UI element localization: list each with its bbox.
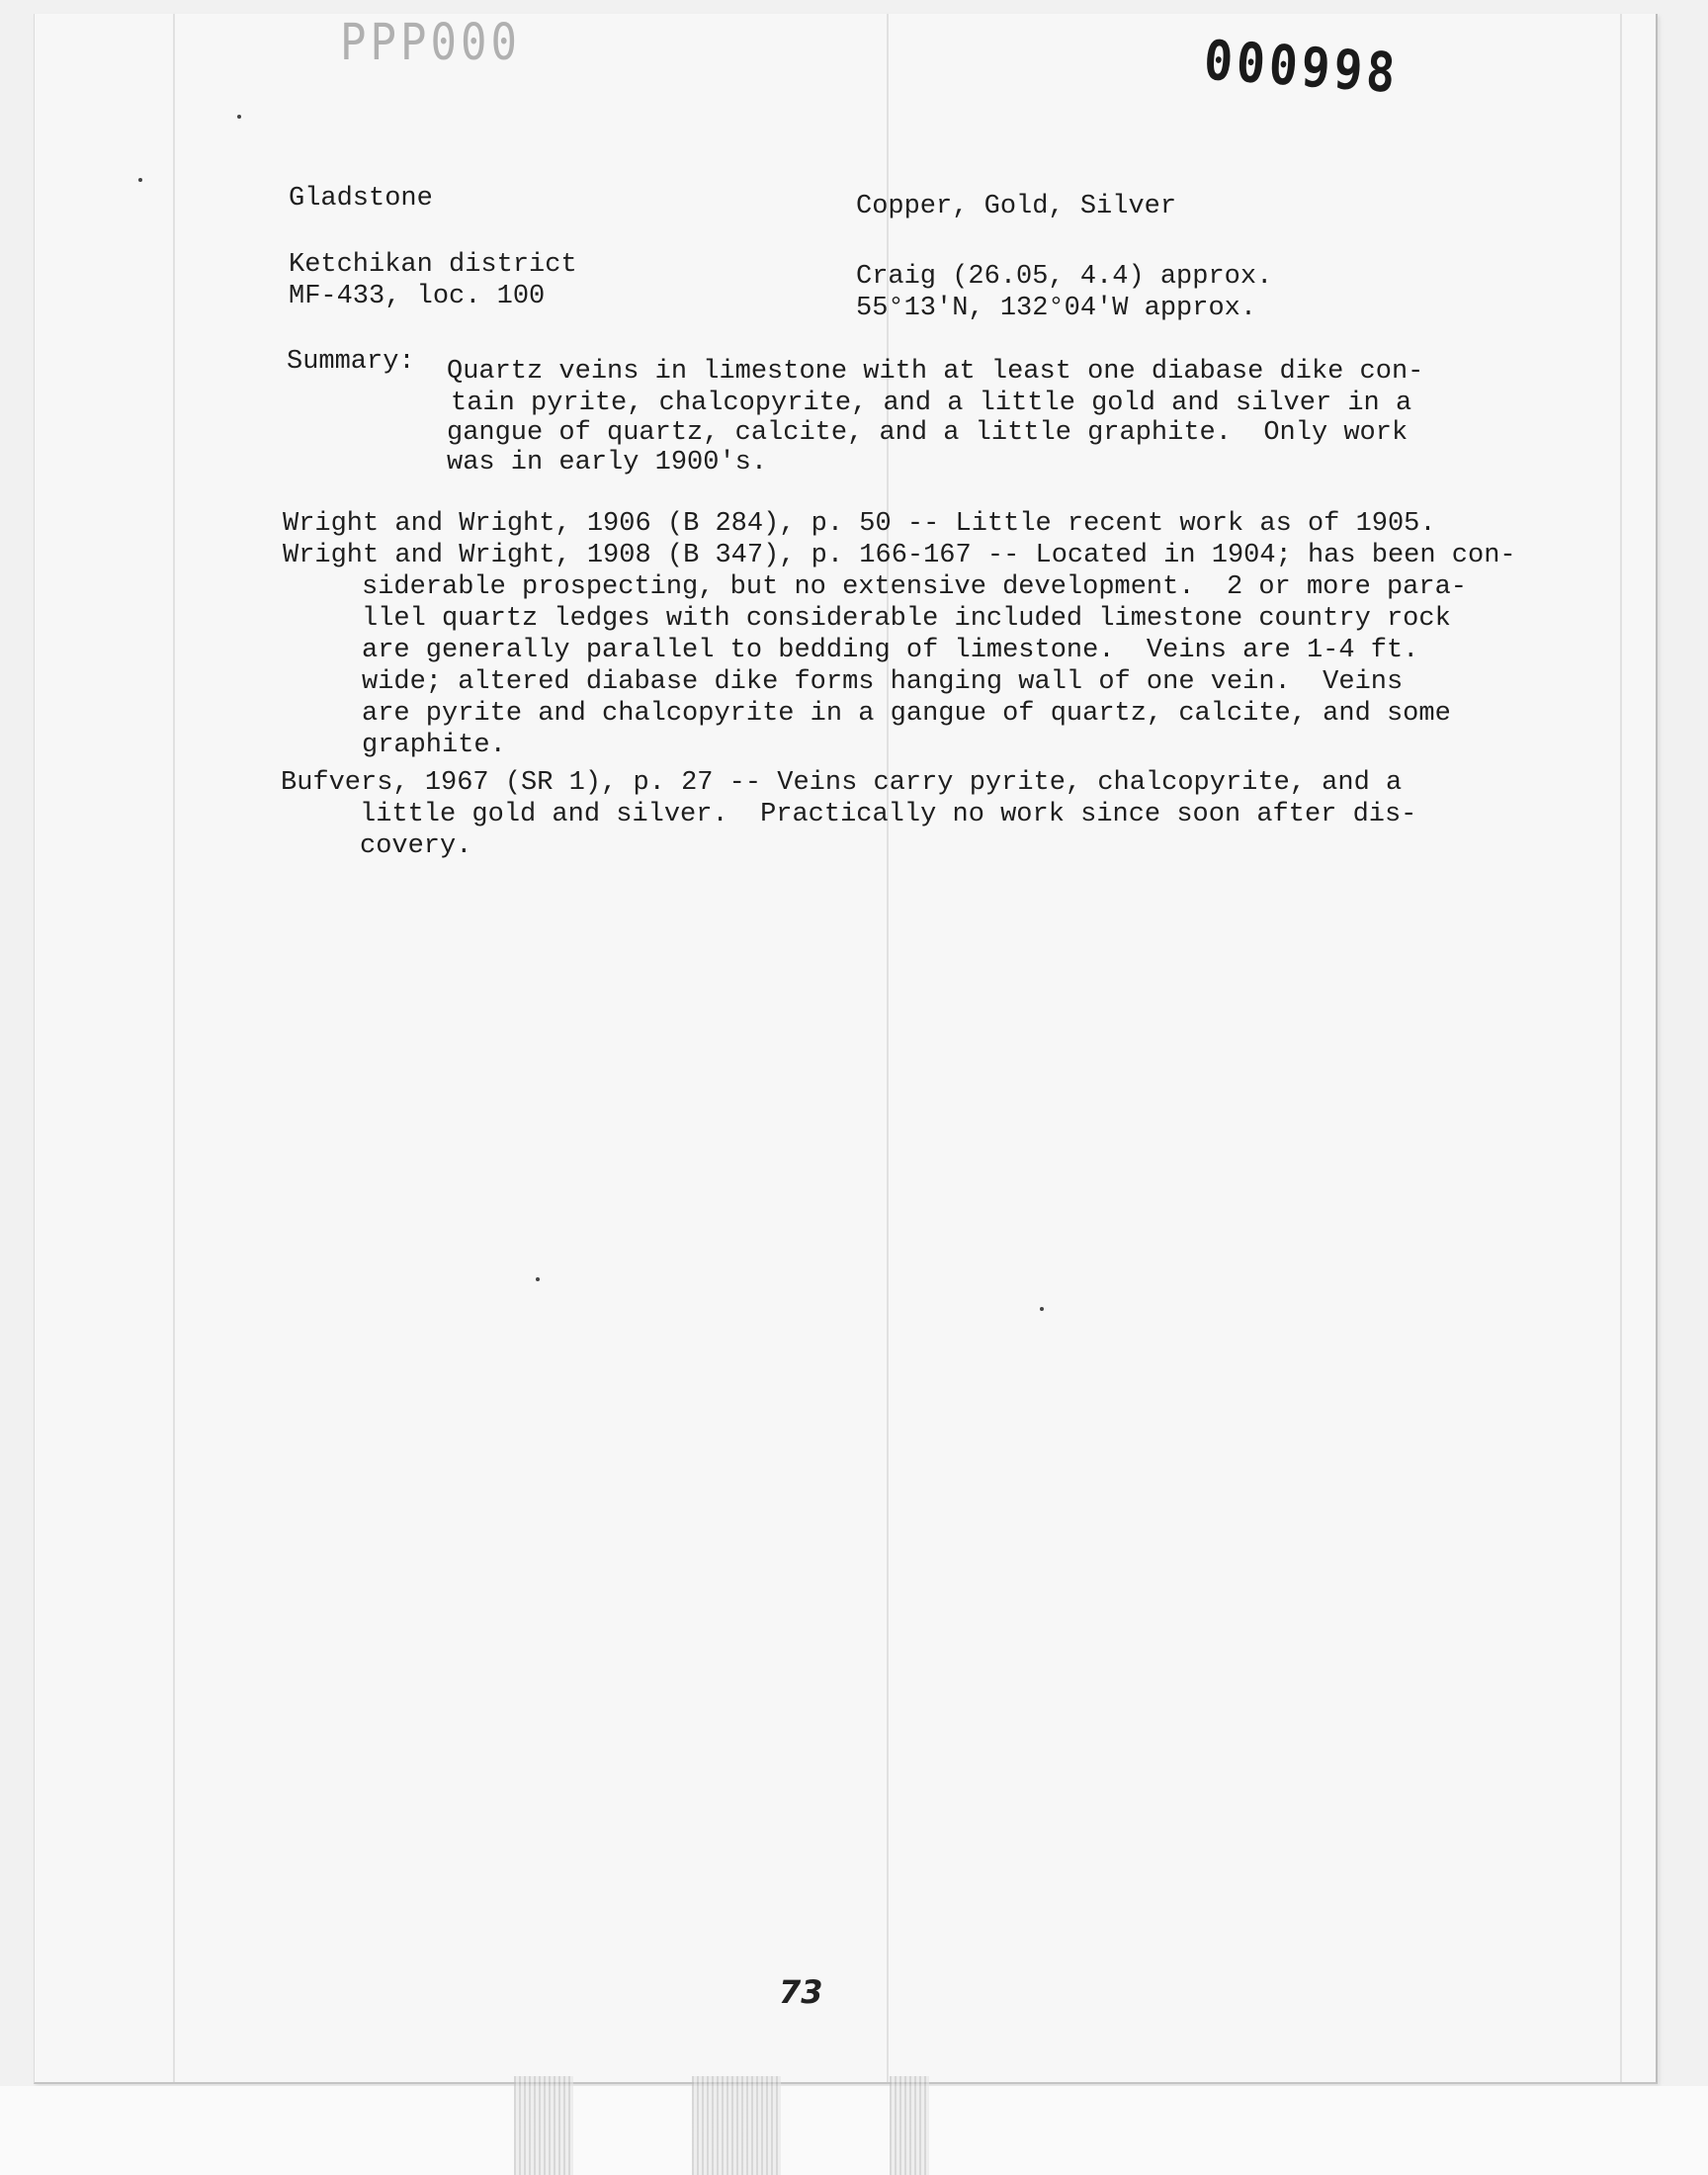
reference-line: wide; altered diabase dike forms hanging wall of one vein. Veins <box>362 667 1404 697</box>
scan-speck <box>237 115 241 119</box>
map-reference: MF-433, loc. 100 <box>289 282 546 311</box>
reference-line: covery. <box>360 831 472 861</box>
scan-artifact <box>890 2076 929 2175</box>
reference-line: siderable prospecting, but no extensive development. 2 or more para- <box>362 572 1467 602</box>
district: Ketchikan district <box>289 250 577 280</box>
scan-speck <box>138 178 142 182</box>
faint-stamp-number: PPP000 <box>340 14 521 72</box>
scan-bottom-margin <box>0 2086 1708 2175</box>
reference-line: Wright and Wright, 1906 (B 284), p. 50 -- Little recent work as of 1905. <box>283 509 1436 539</box>
scan-artifact <box>692 2076 781 2175</box>
reference-line: are pyrite and chalcopyrite in a gangue of quartz, calcite, and some <box>362 699 1451 729</box>
quadrangle-location: Craig (26.05, 4.4) approx. <box>856 262 1273 292</box>
summary-line: was in early 1900's. <box>447 448 768 478</box>
reference-line: are generally parallel to bedding of limestone. Veins are 1-4 ft. <box>362 636 1419 665</box>
reference-line: graphite. <box>362 731 506 760</box>
summary-line: Quartz veins in limestone with at least one diabase dike con- <box>447 357 1424 387</box>
document-number-stamp: 000998 <box>1201 28 1402 107</box>
summary-label: Summary: <box>287 347 415 377</box>
reference-line: little gold and silver. Practically no work since soon after dis- <box>360 800 1417 829</box>
deposit-name: Gladstone <box>289 184 433 214</box>
reference-line: Bufvers, 1967 (SR 1), p. 27 -- Veins carry pyrite, chalcopyrite, and a <box>281 768 1403 798</box>
summary-line: tain pyrite, chalcopyrite, and a little gold and silver in a <box>451 389 1412 418</box>
scan-speck <box>536 1277 540 1281</box>
document-page <box>34 14 1658 2084</box>
reference-line: llel quartz ledges with considerable included limestone country rock <box>362 604 1451 634</box>
scan-rule-line <box>173 14 175 2082</box>
commodities: Copper, Gold, Silver <box>856 192 1177 221</box>
summary-line: gangue of quartz, calcite, and a little graphite. Only work <box>447 418 1409 448</box>
page-number: 73 <box>779 1973 823 2011</box>
scan-rule-line <box>1620 14 1622 2082</box>
scan-artifact <box>514 2076 573 2175</box>
reference-line: Wright and Wright, 1908 (B 347), p. 166-167 -- Located in 1904; has been con- <box>283 541 1516 570</box>
scan-speck <box>1040 1307 1044 1311</box>
coordinates: 55°13'N, 132°04'W approx. <box>856 294 1257 323</box>
